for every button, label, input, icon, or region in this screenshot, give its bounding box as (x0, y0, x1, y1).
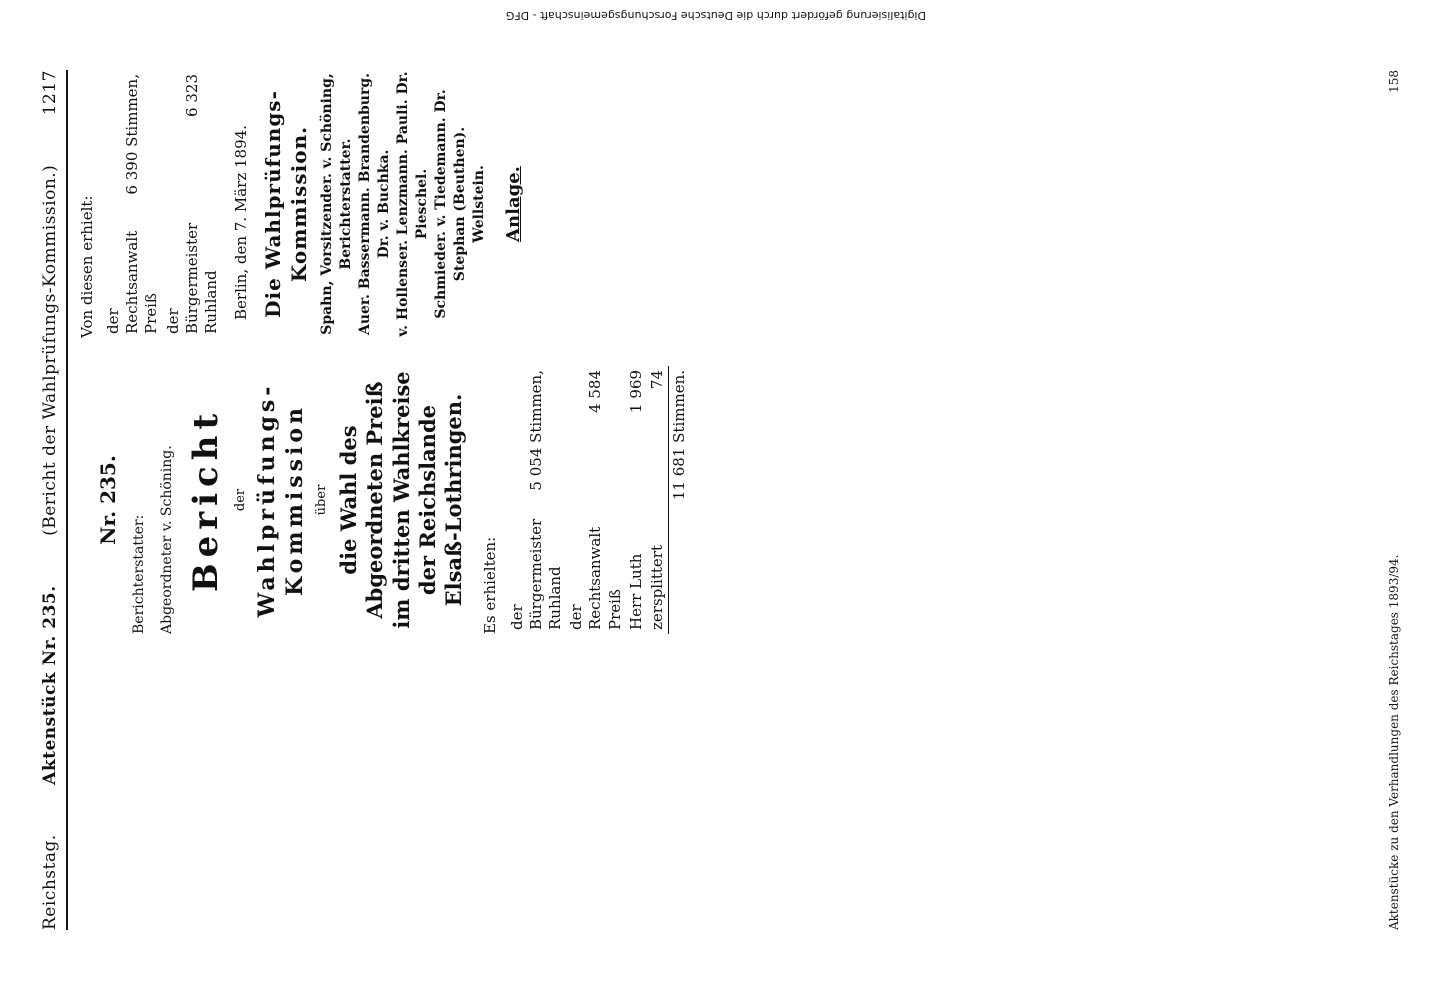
signatory-line: Auer. Bassermann. Brandenburg. Dr. v. Buchka. (357, 72, 393, 336)
result-row (103, 70, 163, 338)
tally-votes: 4 584 (586, 370, 605, 413)
right-column (78, 70, 1348, 338)
signatory-line: Wellstein. (470, 165, 487, 243)
date-line: Berlin, den 7. März 1894. (232, 125, 251, 320)
dfg-marginal-note: Digitalisierung gefördert durch die Deutsche Forschungsgemeinschaft - DFG (505, 9, 927, 23)
tally-row (507, 366, 567, 634)
tally-candidate: der Bürgermeister Ruhland (507, 518, 565, 630)
signatory-line: Spahn, Vorsitzender. v. Schöning, Berichterstatter. (319, 73, 355, 335)
document-number: Nr. 235. (95, 455, 120, 545)
commission-signature-title: Die Wahlprüfungs-Kommission. (261, 90, 311, 318)
running-head (40, 70, 68, 930)
result-intro: Von diesen erhielt: (77, 195, 96, 338)
result-candidate: der Rechtsanwalt Preiß (103, 230, 161, 334)
result-candidate: der Bürgermeister Ruhland (163, 222, 220, 334)
result-table (103, 70, 222, 338)
vote-tally-table (507, 366, 691, 634)
tally-votes: 74 (647, 370, 666, 390)
running-head-center: Aktenstück Nr. 235. (40, 585, 60, 785)
signatories (318, 70, 488, 338)
report-heading: Bericht (186, 407, 227, 593)
tally-row (647, 366, 669, 634)
tally-row (566, 366, 626, 634)
running-head-title: (Bericht der Wahlprüfungs-Kommission.) (40, 164, 60, 536)
commission-heading: Wahlprüfungs-Kommission (254, 382, 309, 618)
heading-der: der (232, 488, 248, 512)
columns (78, 70, 1348, 930)
tally-row (626, 366, 647, 634)
result-votes: 6 323 (182, 74, 201, 117)
signatory-line: Schmieder. v. Tiedemann. Dr. Stephan (Beuthen). (432, 89, 468, 319)
tally-total: 11 681 Stimmen. (669, 366, 691, 504)
report-subject: die Wahl des Abgeordneten Preiß im dritten Wahlkreise der Reichslande Elsaß-Lothringen. (336, 371, 467, 629)
tally-total-row (669, 366, 691, 634)
footer (1387, 70, 1402, 930)
tally-intro: Es erhielten: (481, 536, 500, 634)
anlage-heading: Anlage. (503, 166, 525, 242)
tally-candidate: zersplittert (647, 545, 666, 630)
footer-page: 158 (1386, 70, 1401, 93)
running-head-left: Reichstag. (40, 834, 60, 930)
page-number: 1217 (40, 70, 60, 116)
footer-source: Aktenstücke zu den Verhandlungen des Reichstages 1893/94. (1386, 554, 1401, 930)
signatory-line: v. Hollenser. Lenzmann. Pauli. Dr. Pieschel. (395, 71, 430, 337)
result-row (163, 70, 223, 338)
left-column (78, 662, 1348, 930)
reporter-name: Abgeordneter v. Schöning. (159, 445, 176, 634)
tally-votes: 5 054 Stimmen, (526, 370, 545, 491)
middle-column (78, 366, 1348, 634)
tally-candidate: der Rechtsanwalt Preiß (567, 526, 624, 630)
heading-ueber: über (313, 484, 329, 516)
tally-candidate: Herr Luth (626, 553, 645, 630)
tally-votes: 1 969 (626, 370, 645, 413)
reporter-label: Berichterstatter: (131, 514, 148, 634)
result-votes: 6 390 Stimmen, (123, 74, 142, 195)
